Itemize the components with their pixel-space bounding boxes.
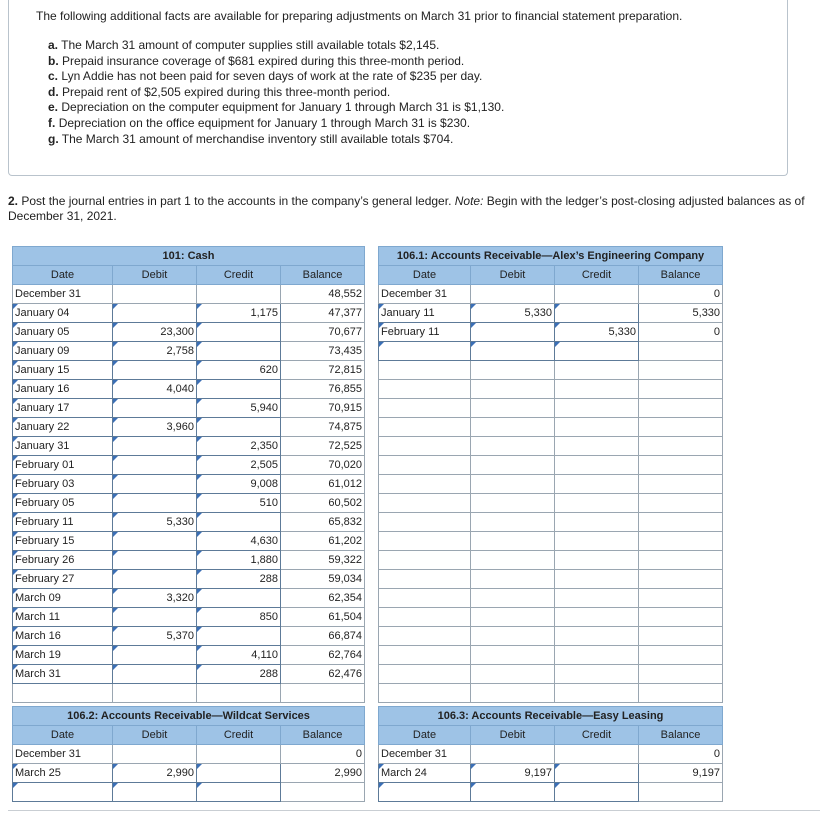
ledger-debit-cell[interactable] (113, 608, 197, 627)
ledger-title-row (379, 707, 723, 726)
ledger-date-cell[interactable]: March 25 (13, 764, 113, 783)
ledger-date-cell: December 31 (379, 285, 471, 304)
ledger-empty-debit-cell (471, 608, 555, 627)
facts-list (48, 38, 504, 147)
ledger-debit-cell[interactable]: 2,758 (113, 342, 197, 361)
ledger-date-cell[interactable]: January 11 (379, 304, 471, 323)
ledger-empty-balance-cell (639, 783, 723, 802)
ledger-empty-date-cell (379, 456, 471, 475)
ledger-debit-cell[interactable] (113, 532, 197, 551)
ledger-credit-cell (555, 745, 639, 764)
ledger-date-cell[interactable]: January 31 (13, 437, 113, 456)
ledger-credit-cell[interactable] (197, 513, 281, 532)
column-header-date: Date (379, 266, 471, 285)
ledger-empty-credit-cell (555, 380, 639, 399)
ledger-credit-cell[interactable]: 1,880 (197, 551, 281, 570)
ledger-empty-date-cell (379, 361, 471, 380)
ledger-title: 106.1: Accounts Receivable—Alex’s Engineering Company (379, 247, 723, 266)
ledger-empty-balance-cell (639, 437, 723, 456)
ledger-credit-cell[interactable]: 2,505 (197, 456, 281, 475)
ledger-empty-balance-cell (639, 570, 723, 589)
ledger-empty-credit-cell (555, 437, 639, 456)
ledger-empty-debit-cell (471, 456, 555, 475)
ledger-empty-balance-cell (639, 475, 723, 494)
fact-item: g. The March 31 amount of merchandise inventory still available totals $704. (48, 131, 454, 146)
ledger-empty-date-cell (379, 551, 471, 570)
ledger-balance-cell: 59,034 (281, 570, 365, 589)
ledger-balance-cell: 0 (639, 323, 723, 342)
ledger-date-cell[interactable]: February 11 (13, 513, 113, 532)
ledger-debit-cell (471, 745, 555, 764)
ledger-date-cell[interactable]: March 19 (13, 646, 113, 665)
ledger-empty-row (379, 570, 723, 589)
ledger-empty-balance-cell (639, 513, 723, 532)
column-header-debit: Debit (471, 266, 555, 285)
ledger-empty-debit-cell (471, 475, 555, 494)
ledger-credit-cell[interactable]: 4,110 (197, 646, 281, 665)
ledger-empty-row (379, 475, 723, 494)
ledger-date-cell[interactable]: March 16 (13, 627, 113, 646)
column-header-credit: Credit (555, 266, 639, 285)
ledger-empty-debit-cell (471, 684, 555, 703)
ledger-credit-cell[interactable]: 288 (197, 570, 281, 589)
ledger-row (13, 513, 365, 532)
ledger-empty-balance-cell (639, 494, 723, 513)
ledger-empty-row (379, 627, 723, 646)
ledger-empty-row (379, 783, 723, 802)
ledger-empty-date-cell (379, 646, 471, 665)
column-header-date: Date (13, 726, 113, 745)
ledger-empty-debit-cell[interactable] (471, 783, 555, 802)
ledger-empty-row (13, 783, 365, 802)
ledger-header-row (13, 266, 365, 285)
ledger-credit-cell[interactable]: 4,630 (197, 532, 281, 551)
ledger-empty-date-cell (379, 475, 471, 494)
ledger-empty-row (379, 646, 723, 665)
ledger-credit-cell[interactable]: 5,940 (197, 399, 281, 418)
ledger-empty-debit-cell (471, 418, 555, 437)
ledger-empty-row (379, 456, 723, 475)
ledger-empty-debit-cell (113, 684, 197, 703)
ledger-credit-cell[interactable] (197, 418, 281, 437)
ledger-balance-cell: 61,202 (281, 532, 365, 551)
column-header-credit: Credit (555, 726, 639, 745)
ledger-empty-date-cell (379, 627, 471, 646)
ledger-empty-credit-cell (555, 646, 639, 665)
ledger-date-cell[interactable]: March 11 (13, 608, 113, 627)
ledger-debit-cell (113, 745, 197, 764)
ledger-empty-credit-cell (555, 399, 639, 418)
ledger-header-row (379, 266, 723, 285)
ledger-balance-cell: 0 (281, 745, 365, 764)
column-header-date: Date (13, 266, 113, 285)
ledger-empty-credit-cell (555, 570, 639, 589)
ledger-credit-cell[interactable] (197, 627, 281, 646)
ledger-empty-credit-cell (555, 532, 639, 551)
ledger-empty-credit-cell (555, 361, 639, 380)
ledger-balance-cell: 9,197 (639, 764, 723, 783)
ledger-debit-cell[interactable]: 5,330 (113, 513, 197, 532)
ledger-row (13, 418, 365, 437)
ledger-row (13, 437, 365, 456)
ledger-empty-credit-cell (555, 475, 639, 494)
ledger-credit-cell[interactable] (197, 380, 281, 399)
ledger-header-row (13, 726, 365, 745)
ledger-empty-credit-cell (197, 684, 281, 703)
facts-intro: The following additional facts are available for preparing adjustments on March 31 prior to financial statement preparation. (36, 9, 683, 23)
ledger-106-1-alex (378, 246, 723, 703)
ledger-credit-cell[interactable] (555, 304, 639, 323)
ledger-106-2-wildcat (12, 706, 365, 802)
ledger-empty-row (379, 418, 723, 437)
ledger-debit-cell[interactable]: 9,197 (471, 764, 555, 783)
fact-item: d. Prepaid rent of $2,505 expired during this three-month period. (48, 84, 391, 99)
column-header-credit: Credit (197, 726, 281, 745)
ledger-empty-balance-cell (639, 399, 723, 418)
ledger-balance-cell: 5,330 (639, 304, 723, 323)
ledger-empty-date-cell (379, 608, 471, 627)
ledger-row (13, 475, 365, 494)
ledger-debit-cell[interactable] (113, 456, 197, 475)
ledger-empty-debit-cell (471, 665, 555, 684)
ledger-empty-debit-cell (471, 494, 555, 513)
ledger-empty-debit-cell (471, 627, 555, 646)
ledger-debit-cell[interactable] (113, 475, 197, 494)
ledger-date-cell[interactable]: February 15 (13, 532, 113, 551)
column-header-debit: Debit (113, 266, 197, 285)
ledger-empty-balance-cell (639, 551, 723, 570)
ledger-credit-cell (197, 745, 281, 764)
ledger-empty-balance-cell (281, 783, 365, 802)
ledger-date-cell[interactable]: February 27 (13, 570, 113, 589)
column-header-balance: Balance (281, 726, 365, 745)
ledger-balance-cell: 59,322 (281, 551, 365, 570)
ledger-empty-date-cell (379, 494, 471, 513)
ledger-empty-credit-cell (555, 608, 639, 627)
ledger-empty-balance-cell (639, 456, 723, 475)
ledger-empty-row (13, 684, 365, 703)
ledger-balance-cell: 62,476 (281, 665, 365, 684)
ledger-row (13, 532, 365, 551)
ledger-date-cell: December 31 (379, 745, 471, 764)
ledger-credit-cell[interactable] (555, 764, 639, 783)
ledger-date-cell[interactable]: March 31 (13, 665, 113, 684)
ledger-empty-date-cell (379, 684, 471, 703)
ledger-balance-cell: 62,764 (281, 646, 365, 665)
ledger-date-cell[interactable]: February 01 (13, 456, 113, 475)
ledger-row (379, 764, 723, 783)
ledger-debit-cell[interactable] (113, 304, 197, 323)
ledger-row (13, 570, 365, 589)
ledger-empty-balance-cell (639, 532, 723, 551)
ledger-debit-cell[interactable]: 4,040 (113, 380, 197, 399)
ledger-row (13, 342, 365, 361)
ledger-empty-debit-cell (471, 399, 555, 418)
ledger-101-cash (12, 246, 365, 703)
divider (8, 810, 820, 811)
ledger-debit-cell[interactable] (113, 570, 197, 589)
fact-item: a. The March 31 amount of computer supplies still available totals $2,145. (48, 38, 440, 52)
ledger-date-cell[interactable]: January 22 (13, 418, 113, 437)
ledger-balance-cell: 66,874 (281, 627, 365, 646)
ledger-empty-balance-cell (639, 418, 723, 437)
ledger-debit-cell[interactable]: 5,330 (471, 304, 555, 323)
ledger-empty-credit-cell (555, 684, 639, 703)
ledger-empty-balance-cell (639, 665, 723, 684)
ledger-balance-cell: 2,990 (281, 764, 365, 783)
ledger-date-cell: December 31 (13, 745, 113, 764)
ledger-empty-debit-cell (471, 532, 555, 551)
ledger-title-row (13, 247, 365, 266)
ledger-date-cell[interactable]: January 15 (13, 361, 113, 380)
ledger-empty-row (379, 608, 723, 627)
ledger-empty-row (379, 380, 723, 399)
ledger-debit-cell[interactable] (113, 551, 197, 570)
question-2-instructions: 2. Post the journal entries in part 1 to the accounts in the company’s general ledger. Note: Begin with the ledger’s post-closing adjusted balances as of December 31, 2021. (8, 194, 805, 223)
ledger-empty-debit-cell (471, 437, 555, 456)
ledger-balance-cell: 70,020 (281, 456, 365, 475)
ledger-row (379, 304, 723, 323)
ledger-empty-row (379, 551, 723, 570)
ledger-debit-cell[interactable] (471, 323, 555, 342)
ledger-empty-row (379, 399, 723, 418)
ledger-empty-credit-cell (555, 456, 639, 475)
fact-item: e. Depreciation on the computer equipment for January 1 through March 31 is $1,130. (48, 100, 505, 115)
ledger-row (13, 551, 365, 570)
ledger-credit-cell[interactable] (197, 323, 281, 342)
ledger-credit-cell[interactable]: 2,350 (197, 437, 281, 456)
ledger-balance-cell: 60,502 (281, 494, 365, 513)
ledger-title: 101: Cash (13, 247, 365, 266)
column-header-debit: Debit (471, 726, 555, 745)
ledger-debit-cell[interactable] (113, 646, 197, 665)
column-header-credit: Credit (197, 266, 281, 285)
ledger-debit-cell (113, 285, 197, 304)
ledger-debit-cell[interactable] (113, 399, 197, 418)
ledger-date-cell[interactable]: March 24 (379, 764, 471, 783)
ledger-empty-date-cell (379, 589, 471, 608)
ledger-credit-cell[interactable]: 288 (197, 665, 281, 684)
ledger-row (13, 323, 365, 342)
ledger-empty-balance-cell (639, 608, 723, 627)
ledger-title: 106.2: Accounts Receivable—Wildcat Services (13, 707, 365, 726)
ledger-date-cell[interactable]: January 04 (13, 304, 113, 323)
ledger-empty-row (379, 342, 723, 361)
ledger-empty-date-cell (379, 418, 471, 437)
column-header-balance: Balance (639, 266, 723, 285)
ledger-date-cell[interactable]: February 03 (13, 475, 113, 494)
ledger-empty-credit-cell[interactable] (555, 342, 639, 361)
ledger-empty-date-cell (379, 532, 471, 551)
ledger-row (13, 745, 365, 764)
ledger-empty-balance-cell (639, 684, 723, 703)
ledger-balance-cell: 70,677 (281, 323, 365, 342)
ledger-empty-balance-cell (639, 361, 723, 380)
ledger-date-cell: December 31 (13, 285, 113, 304)
fact-item: c. Lyn Addie has not been paid for seven days of work at the rate of $235 per day. (48, 69, 483, 84)
ledger-empty-debit-cell[interactable] (113, 783, 197, 802)
ledger-date-cell[interactable]: January 16 (13, 380, 113, 399)
ledger-empty-credit-cell (555, 589, 639, 608)
ledger-empty-debit-cell (471, 513, 555, 532)
ledger-empty-date-cell[interactable] (379, 342, 471, 361)
ledger-row (13, 627, 365, 646)
ledger-balance-cell: 73,435 (281, 342, 365, 361)
ledger-empty-debit-cell (471, 570, 555, 589)
ledger-debit-cell[interactable] (113, 494, 197, 513)
ledger-date-cell[interactable]: March 09 (13, 589, 113, 608)
ledger-empty-balance-cell (639, 589, 723, 608)
ledger-empty-debit-cell (471, 646, 555, 665)
ledger-empty-row (379, 684, 723, 703)
fact-item: b. Prepaid insurance coverage of $681 expired during this three-month period. (48, 53, 465, 68)
ledger-row (13, 494, 365, 513)
ledger-credit-cell[interactable] (197, 342, 281, 361)
ledger-empty-date-cell (379, 380, 471, 399)
ledger-debit-cell[interactable]: 2,990 (113, 764, 197, 783)
ledger-empty-credit-cell (555, 494, 639, 513)
ledger-row (13, 399, 365, 418)
ledger-balance-cell: 48,552 (281, 285, 365, 304)
ledger-date-cell[interactable]: January 05 (13, 323, 113, 342)
ledger-empty-date-cell (379, 570, 471, 589)
ledger-credit-cell (197, 285, 281, 304)
ledger-debit-cell[interactable]: 23,300 (113, 323, 197, 342)
ledger-debit-cell[interactable] (113, 361, 197, 380)
ledger-row (379, 745, 723, 764)
ledger-empty-credit-cell (555, 513, 639, 532)
ledger-106-3-easy (378, 706, 723, 802)
ledger-empty-balance-cell (639, 342, 723, 361)
ledger-empty-credit-cell (555, 418, 639, 437)
ledger-debit-cell[interactable]: 3,960 (113, 418, 197, 437)
ledger-empty-debit-cell (471, 361, 555, 380)
ledger-credit-cell[interactable]: 5,330 (555, 323, 639, 342)
ledger-empty-date-cell (379, 513, 471, 532)
ledger-empty-credit-cell (555, 627, 639, 646)
ledger-empty-debit-cell (471, 380, 555, 399)
ledger-empty-date-cell (379, 437, 471, 456)
ledger-date-cell[interactable]: February 26 (13, 551, 113, 570)
ledger-date-cell[interactable]: January 09 (13, 342, 113, 361)
ledger-date-cell[interactable]: February 05 (13, 494, 113, 513)
ledger-row (13, 608, 365, 627)
ledger-empty-balance-cell (281, 684, 365, 703)
ledger-credit-cell[interactable]: 620 (197, 361, 281, 380)
ledger-balance-cell: 61,012 (281, 475, 365, 494)
ledger-debit-cell (471, 285, 555, 304)
ledger-empty-debit-cell (471, 551, 555, 570)
ledger-empty-balance-cell (639, 380, 723, 399)
ledger-empty-date-cell[interactable] (13, 783, 113, 802)
ledger-empty-date-cell (379, 399, 471, 418)
column-header-balance: Balance (639, 726, 723, 745)
ledger-empty-row (379, 665, 723, 684)
ledger-empty-date-cell (379, 665, 471, 684)
ledger-empty-credit-cell[interactable] (555, 783, 639, 802)
ledger-credit-cell[interactable] (197, 589, 281, 608)
ledger-balance-cell: 74,875 (281, 418, 365, 437)
ledger-header-row (379, 726, 723, 745)
ledger-balance-cell: 0 (639, 745, 723, 764)
ledger-debit-cell[interactable]: 5,370 (113, 627, 197, 646)
ledger-balance-cell: 0 (639, 285, 723, 304)
ledger-empty-row (379, 532, 723, 551)
column-header-balance: Balance (281, 266, 365, 285)
ledger-credit-cell (555, 285, 639, 304)
ledger-empty-row (379, 513, 723, 532)
ledger-row (379, 285, 723, 304)
ledger-row (13, 646, 365, 665)
ledger-row (13, 456, 365, 475)
ledger-row (13, 285, 365, 304)
ledger-empty-date-cell[interactable] (379, 783, 471, 802)
ledger-date-cell[interactable]: February 11 (379, 323, 471, 342)
ledger-credit-cell[interactable]: 9,008 (197, 475, 281, 494)
ledger-credit-cell[interactable]: 1,175 (197, 304, 281, 323)
ledger-row (13, 304, 365, 323)
ledger-empty-debit-cell (471, 589, 555, 608)
ledger-empty-balance-cell (639, 646, 723, 665)
ledger-title-row (379, 247, 723, 266)
column-header-debit: Debit (113, 726, 197, 745)
ledger-debit-cell[interactable] (113, 665, 197, 684)
ledger-row (13, 361, 365, 380)
ledger-empty-row (379, 494, 723, 513)
ledger-row (13, 665, 365, 684)
ledger-balance-cell: 61,504 (281, 608, 365, 627)
ledger-title: 106.3: Accounts Receivable—Easy Leasing (379, 707, 723, 726)
ledger-balance-cell: 72,525 (281, 437, 365, 456)
ledger-empty-balance-cell (639, 627, 723, 646)
ledger-balance-cell: 62,354 (281, 589, 365, 608)
ledger-empty-row (379, 361, 723, 380)
ledger-balance-cell: 65,832 (281, 513, 365, 532)
ledger-empty-credit-cell[interactable] (197, 783, 281, 802)
ledger-balance-cell: 47,377 (281, 304, 365, 323)
ledger-debit-cell[interactable] (113, 437, 197, 456)
ledger-balance-cell: 72,815 (281, 361, 365, 380)
column-header-date: Date (379, 726, 471, 745)
ledger-empty-credit-cell (555, 665, 639, 684)
ledger-empty-date-cell (13, 684, 113, 703)
ledger-row (13, 589, 365, 608)
ledger-debit-cell[interactable]: 3,320 (113, 589, 197, 608)
ledger-row (379, 323, 723, 342)
ledger-credit-cell[interactable] (197, 764, 281, 783)
ledger-balance-cell: 70,915 (281, 399, 365, 418)
ledger-credit-cell[interactable]: 850 (197, 608, 281, 627)
ledger-balance-cell: 76,855 (281, 380, 365, 399)
ledger-row (13, 380, 365, 399)
ledger-empty-row (379, 437, 723, 456)
ledger-empty-debit-cell[interactable] (471, 342, 555, 361)
ledger-credit-cell[interactable]: 510 (197, 494, 281, 513)
ledger-empty-credit-cell (555, 551, 639, 570)
fact-item: f. Depreciation on the office equipment for January 1 through March 31 is $230. (48, 115, 471, 130)
ledger-title-row (13, 707, 365, 726)
ledger-row (13, 764, 365, 783)
ledger-date-cell[interactable]: January 17 (13, 399, 113, 418)
ledger-empty-row (379, 589, 723, 608)
